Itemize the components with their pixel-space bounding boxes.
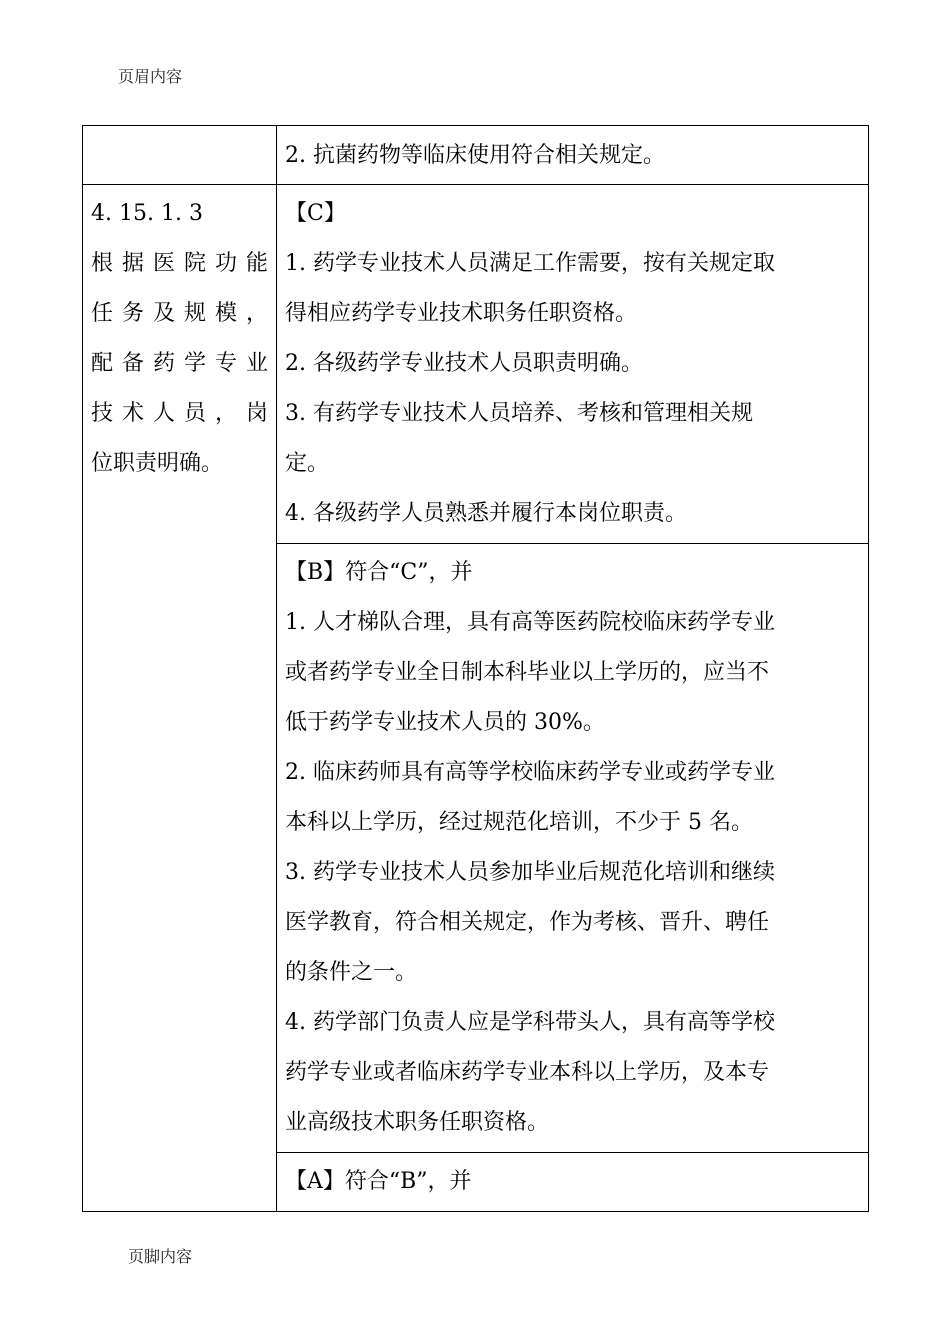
standards-table [82,125,869,1212]
level-b-line: 1. 人才梯队合理，具有高等医药院校临床药学专业 [285,610,775,635]
page-header: 页眉内容 [118,67,183,86]
item-title-line: 位职责明确。 [91,451,224,476]
level-c-line: 得相应药学专业技术职务任职资格。 [285,301,638,326]
level-b-line: 或者药学专业全日制本科毕业以上学历的，应当不 [285,660,770,685]
level-c-line: 定。 [285,451,330,476]
level-b-line: 4. 药学部门负责人应是学科带头人，具有高等学校 [285,1010,775,1035]
level-c-line: 4. 各级药学人员熟悉并履行本岗位职责。 [285,501,687,526]
level-a-heading: 【A】符合“B”，并 [285,1169,472,1194]
level-c-cell [277,185,869,544]
item-title-line: 配备药学专业 [91,351,268,376]
level-b-line: 低于药学专业技术人员的 30%。 [285,710,605,735]
level-c-heading: 【C】 [285,201,346,226]
continued-requirement-cell [277,126,869,185]
level-b-cell [277,544,869,1153]
level-b-line: 医学教育，符合相关规定，作为考核、晋升、聘任 [285,910,770,935]
table-row [83,185,869,544]
level-c-line: 3. 有药学专业技术人员培养、考核和管理相关规 [285,401,753,426]
item-title-line: 根据医院功能 [91,251,268,276]
item-cell [83,185,277,1212]
level-a-cell [277,1153,869,1212]
level-b-line: 业高级技术职务任职资格。 [285,1110,550,1135]
empty-cell [83,126,277,185]
level-b-heading: 【B】符合“C”，并 [285,560,473,585]
level-c-line: 1. 药学专业技术人员满足工作需要，按有关规定取 [285,251,775,276]
level-c-line: 2. 各级药学专业技术人员职责明确。 [285,351,643,376]
item-title-line: 任务及规模， [91,301,268,326]
requirement-line: 2. 抗菌药物等临床使用符合相关规定。 [285,143,665,168]
level-b-line: 2. 临床药师具有高等学校临床药学专业或药学专业 [285,760,775,785]
level-b-line: 药学专业或者临床药学专业本科以上学历，及本专 [285,1060,770,1085]
item-title-line: 技术人员，岗 [91,401,268,426]
level-b-line: 的条件之一。 [285,960,418,985]
page-footer: 页脚内容 [128,1247,193,1266]
level-b-line: 本科以上学历，经过规范化培训，不少于 5 名。 [285,810,753,835]
item-code: 4. 15. 1. 3 [91,201,203,226]
level-b-line: 3. 药学专业技术人员参加毕业后规范化培训和继续 [285,860,775,885]
table-row [83,126,869,185]
